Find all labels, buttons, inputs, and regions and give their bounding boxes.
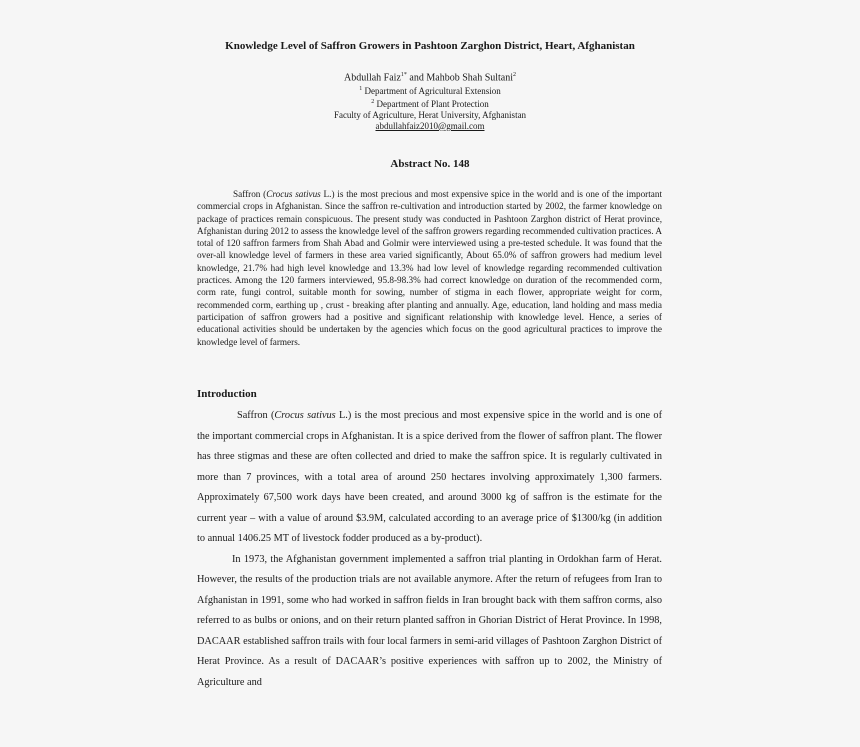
introduction-paragraph — [197, 406, 662, 550]
paper-title: Knowledge Level of Saffron Growers in Pashtoon Zarghon District, Heart, Afghanistan — [225, 40, 635, 52]
introduction-paragraph: In 1973, the Afghanistan government implemented a saffron trial planting in Ordokhan farm of Herat. However, the results of the production trials are not available anymore. After the return of refugees from Iran to Afghanistan in 1991, some who had worked in saffron fields in Iran brought back with them saffron corms, also referred to as bulbs or onions, and on their return planted saffron in Ghorian District of Herat Province. In 1998, DACAAR established saffron trails with four local farmers in semi-arid villages of Pashtoon Zarghon District of Herat Province. As a result of DACAAR’s positive experiences with saffron up to 2002, the Ministry of Agriculture and — [197, 553, 662, 688]
introduction-body — [197, 406, 662, 693]
affiliation-text: Department of Plant Protection — [376, 98, 489, 109]
author-name: Abdullah Faiz — [343, 72, 401, 84]
email-line — [0, 121, 860, 132]
author-line — [0, 70, 860, 84]
affiliation-superscript: 1 — [359, 85, 363, 92]
abstract-body — [197, 188, 662, 348]
species-name: Crocus sativus — [274, 410, 336, 421]
paragraph-lead: Saffron ( — [237, 410, 275, 421]
faculty-line: Faculty of Agriculture, Herat University, Afghanistan — [333, 109, 527, 120]
affiliation-line — [0, 97, 860, 110]
author-superscript: 2 — [513, 72, 517, 78]
author-conjunction: and — [409, 72, 424, 84]
abstract-lead: Saffron ( — [233, 189, 267, 199]
abstract-text: L.) is the most precious and most expensive spice in the world and is one of the important commercial crops in Afghanistan. Since the saffron re-cultivation and introduction started by 2002, the farmer knowledge on package of practices remain conspicuous. The present study was conducted in Pashtoon Zarghon district of Herat province, Afghanistan during 2012 to assess the knowledge level of the saffron growers regarding recommended cultivation practices. A total of 120 saffron farmers from Shah Abad and Golmir were interviewed using a pre-tested schedule. It was found that the over-all knowledge level of farmers in these area varied significantly, About 65.0% of saffron growers had medium level knowledge, 21.7% had high level knowledge and 13.3% had low level of knowledge regarding recommended cultivation practices. Among the 120 farmers interviewed, 95.8-98.3% had correct knowledge on duration of the recommended corm, corm rate, fungi control, suitable month for sowing, number of stigma in each flower, appropriate weight for corm, recommended corm, earthing up , crust - breaking after planting and annually. Age, education, land holding and mass media participation of saffron growers had a positive and significant relationship with knowledge level. Hence, a series of educational activities should be undertaken by the agencies which focus on the good agricultural practices to improve the knowledge level of farmers. — [197, 189, 662, 347]
author-name: Mahbob Shah Sultani — [426, 72, 514, 84]
abstract-paragraph — [197, 188, 662, 348]
species-name: Crocus sativus — [266, 189, 321, 199]
email-link[interactable]: abdullahfaiz2010@gmail.com — [375, 120, 485, 131]
paragraph-text: L.) is the most precious and most expensive spice in the world and is one of the important commercial crops in Afghanistan. It is a spice derived from the flower of saffron plant. The flower has three stigmas and these are often collected and dried to make the saffron spice. It is regularly cultivated in more than 7 provinces, with a total area of around 250 hectares involving approximately 1,300 farmers. Approximately 67,500 work days have been created, and around 3000 kg of saffron is the estimate for the current year – with a value of around $3.9M, calculated according to an average price of $1300/kg (in addition to annual 1406.25 MT of livestock fodder produced as a by-product). — [197, 410, 662, 544]
introduction-heading: Introduction — [197, 388, 257, 400]
affiliation-text: Department of Agricultural Extension — [364, 85, 501, 96]
abstract-heading: Abstract No. 148 — [390, 158, 470, 170]
affiliation-line — [0, 84, 860, 97]
author-superscript: 1* — [400, 72, 407, 78]
affiliation-superscript: 2 — [371, 98, 375, 105]
author-block — [0, 70, 860, 132]
